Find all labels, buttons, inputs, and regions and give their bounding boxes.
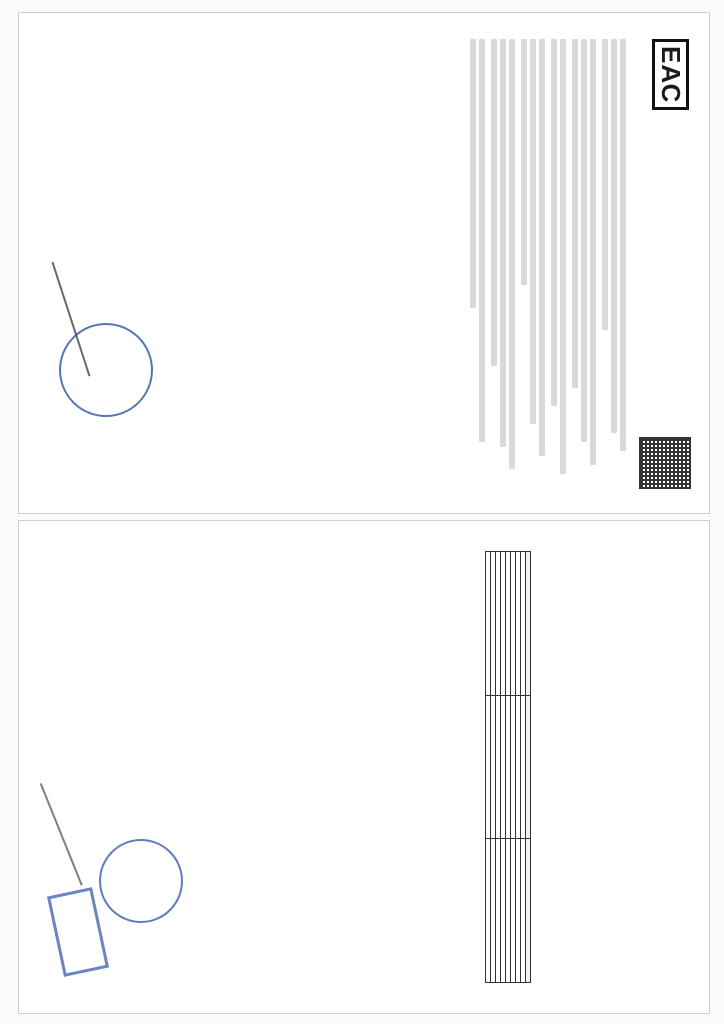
certificate-rotated-content — [29, 531, 699, 1003]
certificate-canvas — [29, 531, 699, 1003]
declaration-paragraph — [521, 39, 545, 487]
table-header-row — [526, 552, 531, 983]
table-header-cell — [526, 695, 531, 839]
table-row — [496, 552, 501, 983]
declaration-paragraph — [602, 39, 626, 487]
table-row — [501, 552, 506, 983]
table-row — [511, 552, 516, 983]
eac-mark-logo: ЕАС — [652, 39, 689, 110]
quality-certificate-sheet — [18, 520, 710, 1014]
declaration-paragraph — [572, 39, 596, 487]
certificate-fields — [655, 551, 671, 983]
declaration-paragraph — [551, 39, 566, 487]
table-row — [506, 552, 511, 983]
declaration-sheet — [18, 12, 710, 514]
declaration-registration — [51, 39, 59, 487]
qr-code-icon — [639, 437, 691, 489]
table-row — [521, 552, 526, 983]
declaration-paragraph — [491, 39, 515, 487]
declaration-rotated-content — [29, 23, 699, 503]
declaration-paragraph — [470, 39, 485, 487]
table-row — [486, 552, 491, 983]
table-row — [491, 552, 496, 983]
table-header-cell — [526, 839, 531, 983]
declaration-body — [464, 39, 629, 487]
otk-approval-stamp — [47, 887, 109, 977]
company-seal-stamp — [99, 839, 183, 923]
declaration-canvas — [29, 23, 699, 503]
table-header-cell — [526, 552, 531, 696]
test-results-table — [485, 551, 531, 983]
company-seal-stamp — [59, 323, 153, 417]
table-row — [516, 552, 521, 983]
